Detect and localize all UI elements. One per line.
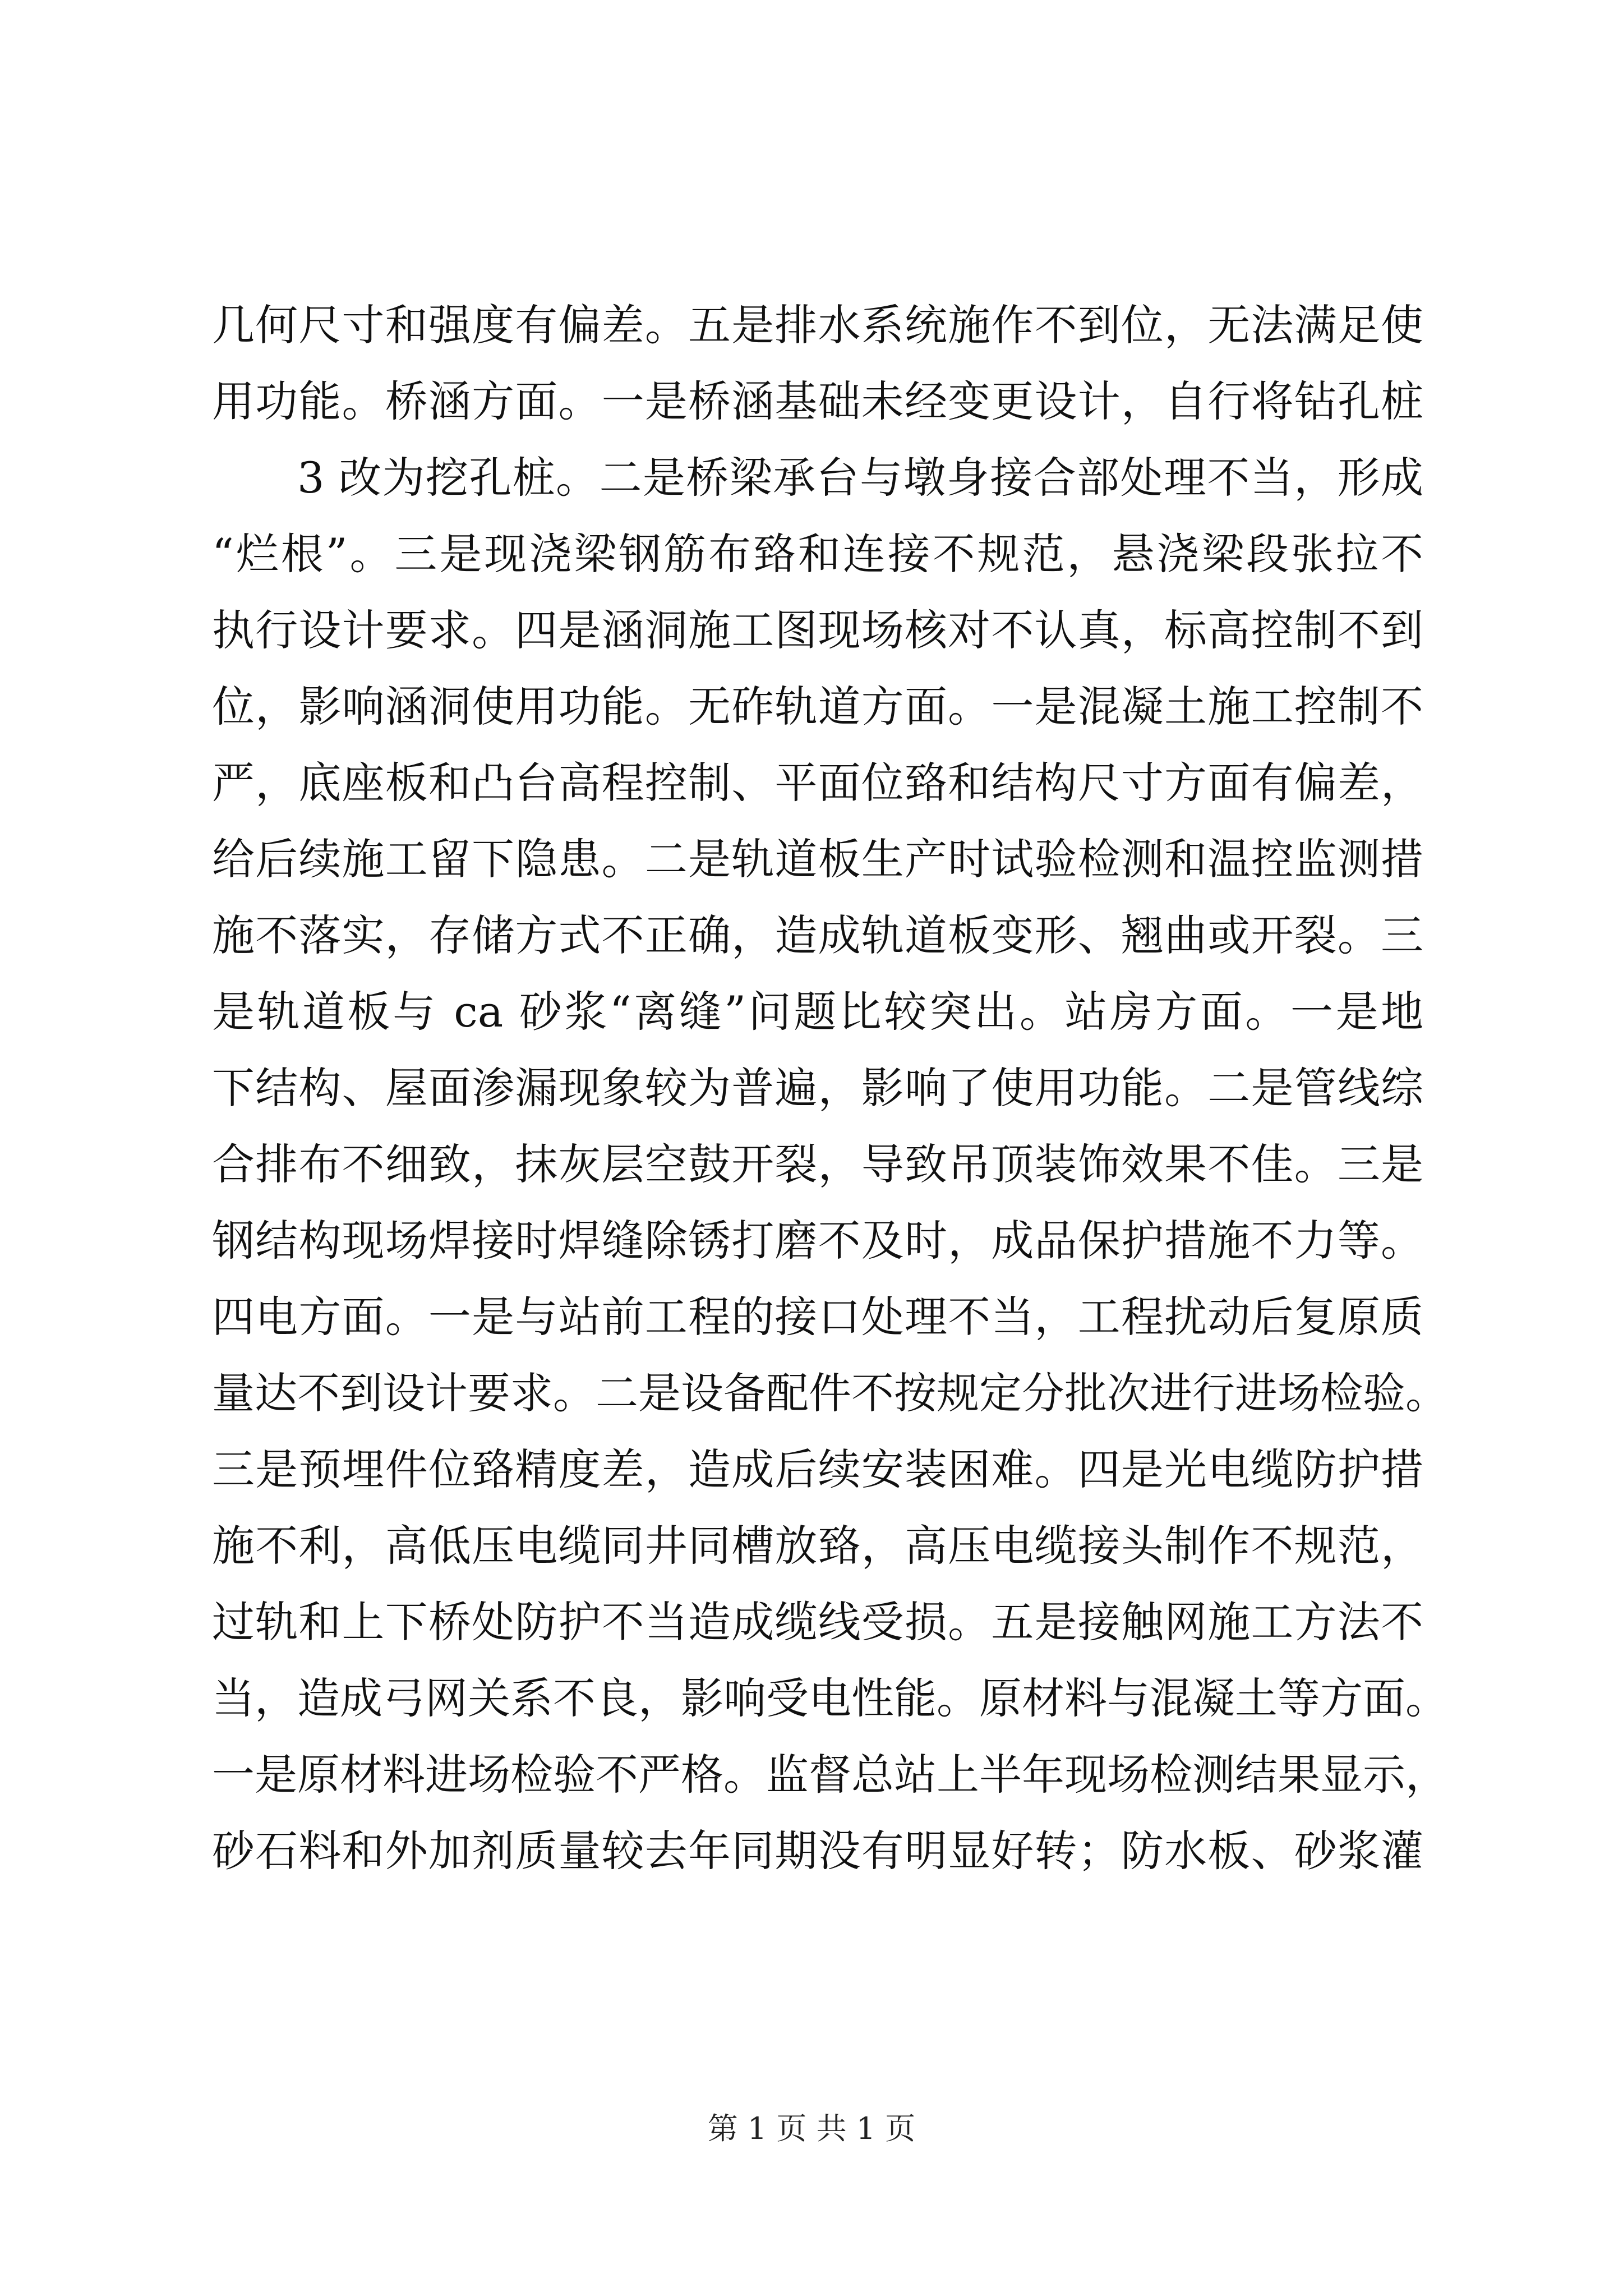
text-line-content: 钢结构现场焊接时焊缝除锈打磨不及时，成品保护措施不力等。 xyxy=(212,1216,1423,1266)
text-line-content: 几何尺寸和强度有偏差。五是排水系统施作不到位，无法满足使 xyxy=(212,300,1423,350)
text-line xyxy=(212,974,1423,1050)
text-line xyxy=(212,1508,1423,1584)
text-line xyxy=(212,1203,1423,1279)
text-line xyxy=(212,1050,1423,1126)
text-line-content: 施不利，高低压电缆同井同槽放臵，高压电缆接头制作不规范， xyxy=(212,1521,1423,1571)
text-line xyxy=(212,516,1423,592)
text-line xyxy=(212,1432,1423,1508)
text-line xyxy=(212,1660,1448,1737)
text-line xyxy=(212,1737,1448,1813)
page-footer xyxy=(0,2106,1623,2151)
text-line xyxy=(212,1126,1423,1203)
text-line xyxy=(212,898,1423,974)
text-line xyxy=(212,1813,1423,1889)
text-line xyxy=(212,287,1423,364)
text-line xyxy=(212,1355,1448,1432)
text-line-content: 量达不到设计要求。二是设备配件不按规定分批次进行进场检验。 xyxy=(212,1368,1448,1418)
text-line-content: 是轨道板与 ca 砂浆“离缝”问题比较突出。站房方面。一是地 xyxy=(212,987,1423,1037)
text-line xyxy=(212,364,1423,440)
text-line-content: 3 改为挖孔桩。二是桥梁承台与墩身接合部处理不当，形成 xyxy=(297,453,1423,503)
page-number-label: 第 1 页 共 1 页 xyxy=(707,2111,916,2146)
text-line xyxy=(212,821,1423,898)
text-line xyxy=(212,592,1423,669)
text-line-content: 执行设计要求。四是涵洞施工图现场核对不认真，标高控制不到 xyxy=(212,605,1423,655)
text-line-content: 三是预埋件位臵精度差，造成后续安装困难。四是光电缆防护措 xyxy=(212,1444,1423,1494)
text-line-content: 下结构、屋面渗漏现象较为普遍，影响了使用功能。二是管线综 xyxy=(212,1063,1423,1113)
text-line-content: 过轨和上下桥处防护不当造成缆线受损。五是接触网施工方法不 xyxy=(212,1597,1423,1647)
text-line xyxy=(212,669,1423,745)
text-line-content: “烂根”。三是现浇梁钢筋布臵和连接不规范，悬浇梁段张拉不 xyxy=(212,529,1423,579)
text-line-content: 施不落实，存储方式不正确，造成轨道板变形、翘曲或开裂。三 xyxy=(212,910,1423,960)
text-line-content: 一是原材料进场检验不严格。监督总站上半年现场检测结果显示， xyxy=(212,1750,1448,1800)
body-text xyxy=(212,287,1448,1889)
text-line-content: 给后续施工留下隐患。二是轨道板生产时试验检测和温控监测措 xyxy=(212,834,1423,884)
text-line xyxy=(212,1279,1423,1355)
text-line-content: 四电方面。一是与站前工程的接口处理不当，工程扰动后复原质 xyxy=(212,1292,1423,1342)
text-line-content: 用功能。桥涵方面。一是桥涵基础未经变更设计，自行将钻孔桩 xyxy=(212,376,1423,426)
text-line-content: 严，底座板和凸台高程控制、平面位臵和结构尺寸方面有偏差， xyxy=(212,758,1423,808)
text-line-content: 位，影响涵洞使用功能。无砟轨道方面。一是混凝土施工控制不 xyxy=(212,682,1423,731)
text-line-content: 砂石料和外加剂质量较去年同期没有明显好转；防水板、砂浆灌 xyxy=(212,1826,1423,1876)
text-line xyxy=(212,745,1423,821)
text-line-content: 合排布不细致，抹灰层空鼓开裂，导致吊顶装饰效果不佳。三是 xyxy=(212,1139,1423,1189)
text-line-content: 当，造成弓网关系不良，影响受电性能。原材料与混凝土等方面。 xyxy=(212,1673,1448,1723)
text-line xyxy=(212,1584,1423,1660)
text-line-indented xyxy=(212,440,1423,516)
